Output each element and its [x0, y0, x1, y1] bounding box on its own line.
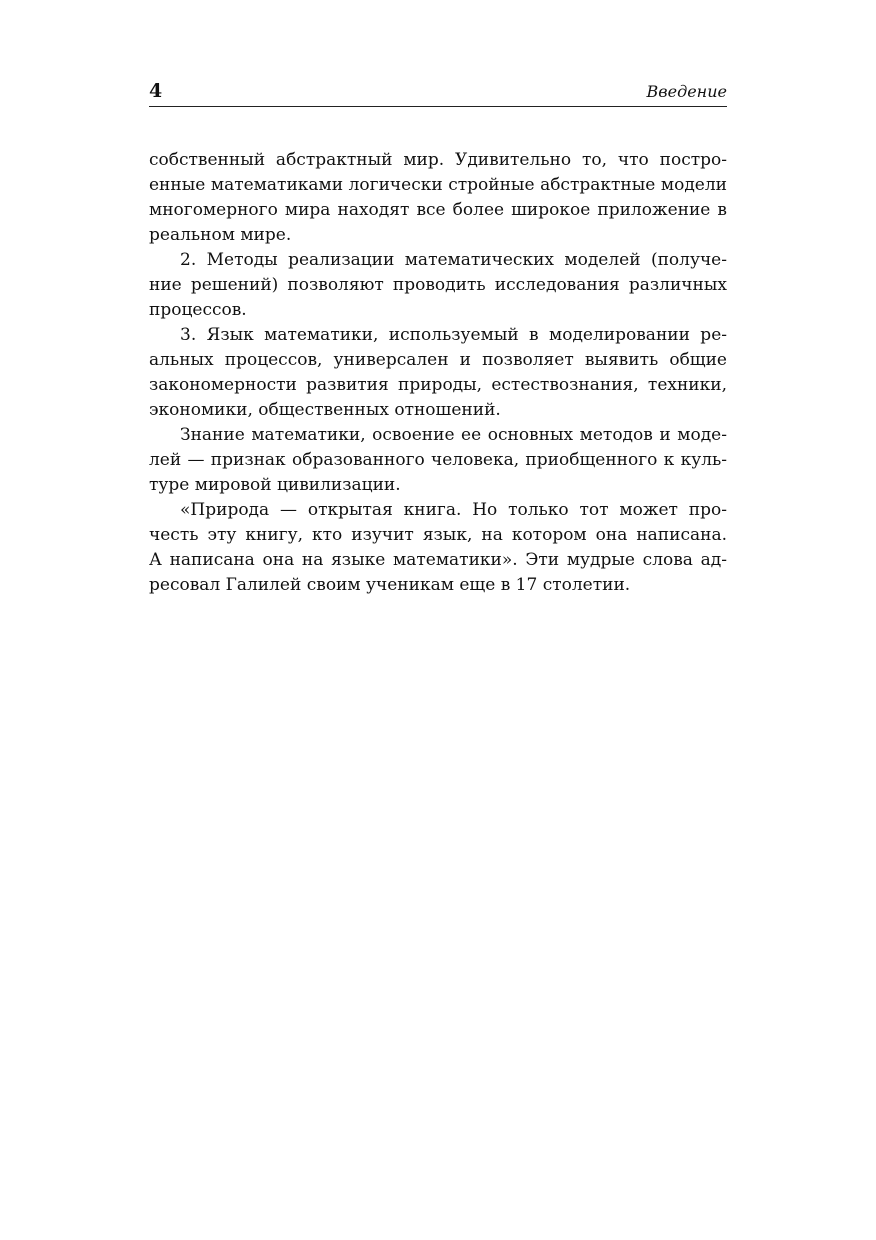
paragraph-5	[149, 498, 727, 598]
body-text	[149, 148, 727, 598]
text-line: 2. Методы реализации математических моделей (получе-	[180, 250, 727, 270]
text-line: ние решений) позволяют проводить исследования различных	[149, 275, 727, 295]
text-line: честь эту книгу, кто изучит язык, на котором она написана.	[149, 525, 727, 545]
paragraph-4	[149, 423, 727, 498]
text-line: ресовал Галилей своим ученикам еще в 17 столетии.	[149, 575, 631, 595]
paragraph-2	[149, 248, 727, 323]
section-title: Введение	[646, 82, 727, 101]
text-line: собственный абстрактный мир. Удивительно то, что постро-	[149, 150, 727, 170]
text-line: енные математиками логически стройные абстрактные модели	[149, 175, 727, 195]
text-line: процессов.	[149, 300, 247, 320]
text-line: А написана она на языке математики». Эти мудрые слова ад-	[149, 550, 727, 570]
paragraph-3	[149, 323, 727, 423]
text-line: туре мировой цивилизации.	[149, 475, 401, 495]
text-line: закономерности развития природы, естествознания, техники,	[149, 375, 727, 395]
text-line: лей — признак образованного человека, приобщенного к куль-	[149, 450, 727, 470]
text-line: реальном мире.	[149, 225, 292, 245]
text-line: экономики, общественных отношений.	[149, 400, 501, 420]
text-line: альных процессов, универсален и позволяет выявить общие	[149, 350, 727, 370]
text-line: «Природа — открытая книга. Но только тот может про-	[180, 500, 727, 520]
text-line: многомерного мира находят все более широкое приложение в	[149, 200, 727, 220]
paragraph-1	[149, 148, 727, 248]
running-header	[149, 76, 727, 107]
page-number: 4	[149, 80, 163, 102]
text-line: 3. Язык математики, используемый в моделировании ре-	[180, 325, 727, 345]
text-line: Знание математики, освоение ее основных методов и моде-	[180, 425, 727, 445]
